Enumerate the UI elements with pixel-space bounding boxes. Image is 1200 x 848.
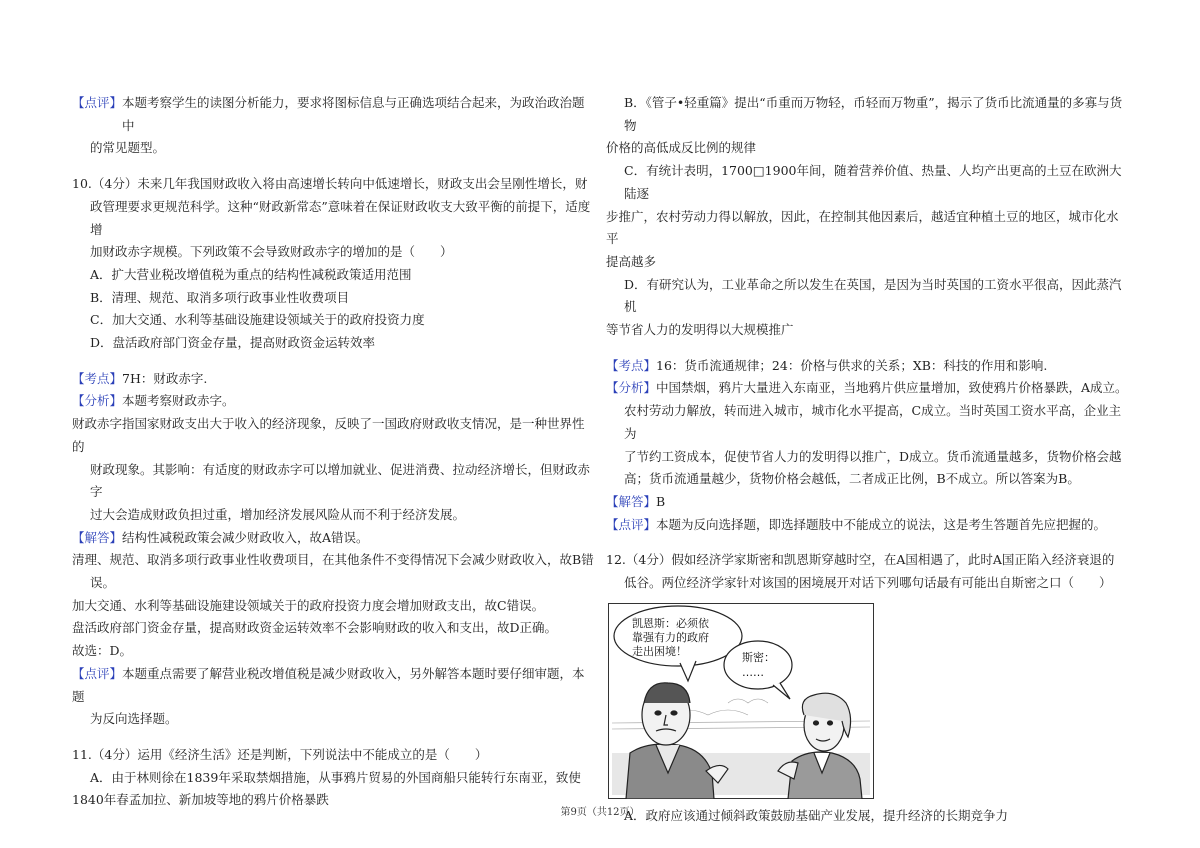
smith-bubble-line2: ……: [742, 665, 764, 679]
q10-option-a: A．扩大营业税改增值税为重点的结构性减税政策适用范围: [90, 266, 412, 282]
fenxi-text: 本题考察财政赤字。: [122, 393, 235, 409]
kaodian-tag: 【考点】: [72, 370, 123, 386]
jieda-tag: 【解答】: [72, 529, 123, 545]
q11-jieda: [606, 491, 1128, 514]
keynes-bubble-line3: 走出困境！: [632, 644, 687, 658]
q10-jieda-l4: 盘活政府部门资金存量，提高财政资金运转效率不会影响财政的收入和支出，故D正确。: [72, 620, 558, 636]
q11-fenxi: [606, 377, 1128, 400]
keynes-bubble-line2: 靠强有力的政府: [632, 630, 709, 644]
q10-jieda-l2b: 误。: [90, 575, 116, 591]
comment-tag: 【点评】: [72, 95, 123, 110]
comment-cont: 的常见题型。: [90, 140, 166, 156]
comment-text: 本题考察学生的读图分析能力，要求将图标信息与正确选项结合起来，为政治政治题中: [122, 95, 585, 133]
jieda-text: 结构性减税政策会减少财政收入，故A错误。: [122, 529, 369, 545]
q11-option-a1: A．由于林则徐在1839年采取禁烟措施，从事鸦片贸易的外国商船只能转行东南亚，致使: [90, 769, 581, 785]
q10-option-b: B．清理、规范、取消多项行政事业性收费项目: [90, 289, 350, 305]
q10-line3: 加财政赤字规模。下列政策不会导致财政赤字的增加的是（ ）: [90, 244, 453, 260]
q10-jieda: [72, 527, 594, 550]
q10-jieda-l3: 加大交通、水利等基础设施建设领域关于的政府投资力度会增加财政支出，故C错误。: [72, 597, 545, 613]
q10-kaodian: [72, 368, 594, 391]
q11-option-b2: 价格的高低成反比例的规律: [606, 140, 757, 156]
page-footer: 第9页（共12页）: [560, 807, 640, 818]
left-column: [72, 92, 594, 812]
q10-jieda-l2a: 清理、规范、取消多项行政事业性收费项目，在其他条件不变得情况下会减少财政收入，故B错: [72, 552, 594, 568]
q12-option-a: A．政府应该通过倾斜政策鼓励基础产业发展，提升经济的长期竞争力: [624, 807, 1009, 823]
jieda-tag: 【解答】: [606, 493, 657, 509]
dianping-tag: 【点评】: [72, 665, 123, 681]
q10-jieda-l5: 故选：D。: [72, 643, 133, 659]
fenxi-tag: 【分析】: [72, 393, 123, 409]
q11-fenxi-l4: 高；货币流通量越少，货物价格会越低，二者成正比例，B不成立。所以答案为B。: [624, 471, 1080, 487]
q11-dianping: [606, 514, 1128, 537]
q11-option-c1: C．有统计表明，1700□1900年间，随着营养价值、热量、人均产出更高的土豆在欧洲大陆逐: [624, 163, 1122, 201]
q11-option-d2: 等节省人力的发明得以大规模推广: [606, 322, 794, 338]
q10-fenxi: [72, 390, 594, 413]
smith-bubble-line1: 斯密：: [742, 650, 775, 664]
q10-line2: 政管理要求更规范科学。这种“财政新常态”意味着在保证财政收支大致平衡的前提下，适度增: [90, 198, 591, 237]
jieda-text: B: [656, 493, 666, 509]
kaodian-tag: 【考点】: [606, 357, 657, 373]
q10-fenxi-l1: 财政赤字指国家财政支出大于收入的经济现象，反映了一国政府财政收支情况，是一种世界性的: [72, 416, 585, 454]
q10-dianping: [72, 663, 594, 708]
q10-option-d: D．盘活政府部门资金存量，提高财政资金运转效率: [90, 335, 376, 351]
q11-fenxi-l2: 农村劳动力解放，转而进入城市，城市化水平提高，C成立。当时英国工资水平高，企业主为: [624, 403, 1122, 441]
dianping-text: 本题重点需要了解营业税改增值税是减少财政收入，另外解答本题时要仔细审题，本题: [72, 665, 585, 704]
q11-title: 11.（4分）运用《经济生活》还是判断，下列说法中不能成立的是（ ）: [72, 746, 488, 762]
q10-fenxi-l3: 过大会造成财政负担过重，增加经济发展风险从而不利于经济发展。: [90, 506, 466, 522]
kaodian-text: 7H：财政赤字.: [122, 370, 208, 386]
q11-fenxi-l3: 了节约工资成本，促使节省人力的发明得以推广，D成立。货币流通量越多，货物价格会越: [624, 448, 1122, 464]
dianping-text: 本题为反向选择题，即选择题肢中不能成立的说法，这是考生答题首先应把握的。: [656, 516, 1107, 532]
q10-option-c: C．加大交通、水利等基础设施建设领域关于的政府投资力度: [90, 312, 425, 328]
q11-option-c2: 步推广，农村劳动力得以解放，因此，在控制其他因素后，越适宜种植土豆的地区，城市化水平: [606, 208, 1119, 247]
q11-option-c3: 提高越多: [606, 253, 657, 269]
q11-option-a2: 1840年春孟加拉、新加坡等地的鸦片价格暴跌: [72, 792, 329, 808]
q11-option-b1: B．《管子•轻重篇》提出“币重而万物轻，币轻而万物重”，揭示了货币比流通量的多寡与货物: [624, 95, 1123, 133]
q10-line1: 10.（4分）未来几年我国财政收入将由高速增长转向中低速增长，财政支出会呈刚性增长，财: [72, 176, 588, 192]
q11-option-d1: D．有研究认为，工业革命之所以发生在英国，是因为当时英国的工资水平很高，因此蒸汽机: [624, 276, 1122, 315]
q12-line1: 12.（4分）假如经济学家斯密和凯恩斯穿越时空，在A国相遇了，此时A国正陷入经济衰退的: [606, 552, 1115, 568]
q10-fenxi-l2: 财政现象。其影响：有适度的财政赤字可以增加就业、促进消费、拉动经济增长，但财政赤字: [90, 461, 591, 500]
q10-dianping-cont: 为反向选择题。: [90, 711, 178, 727]
kaodian-text: 16：货币流通规律；24：价格与供求的关系；XB：科技的作用和影响.: [656, 357, 1048, 373]
fenxi-tag: 【分析】: [606, 380, 657, 396]
right-column: [606, 92, 1128, 827]
q11-kaodian: [606, 355, 1128, 378]
cartoon-illustration: [608, 603, 874, 799]
comment-paragraph: [72, 92, 594, 137]
keynes-bubble-line1: 凯恩斯：必须依: [632, 616, 709, 630]
cartoon-svg: [608, 603, 874, 799]
q12-line2: 低谷。两位经济学家针对该国的困境展开对话下列哪句话最有可能出自斯密之口（ ）: [624, 575, 1112, 591]
dianping-tag: 【点评】: [606, 516, 657, 532]
fenxi-text: 中国禁烟，鸦片大量进入东南亚，当地鸦片供应量增加，致使鸦片价格暴跌，A成立。: [656, 380, 1128, 396]
